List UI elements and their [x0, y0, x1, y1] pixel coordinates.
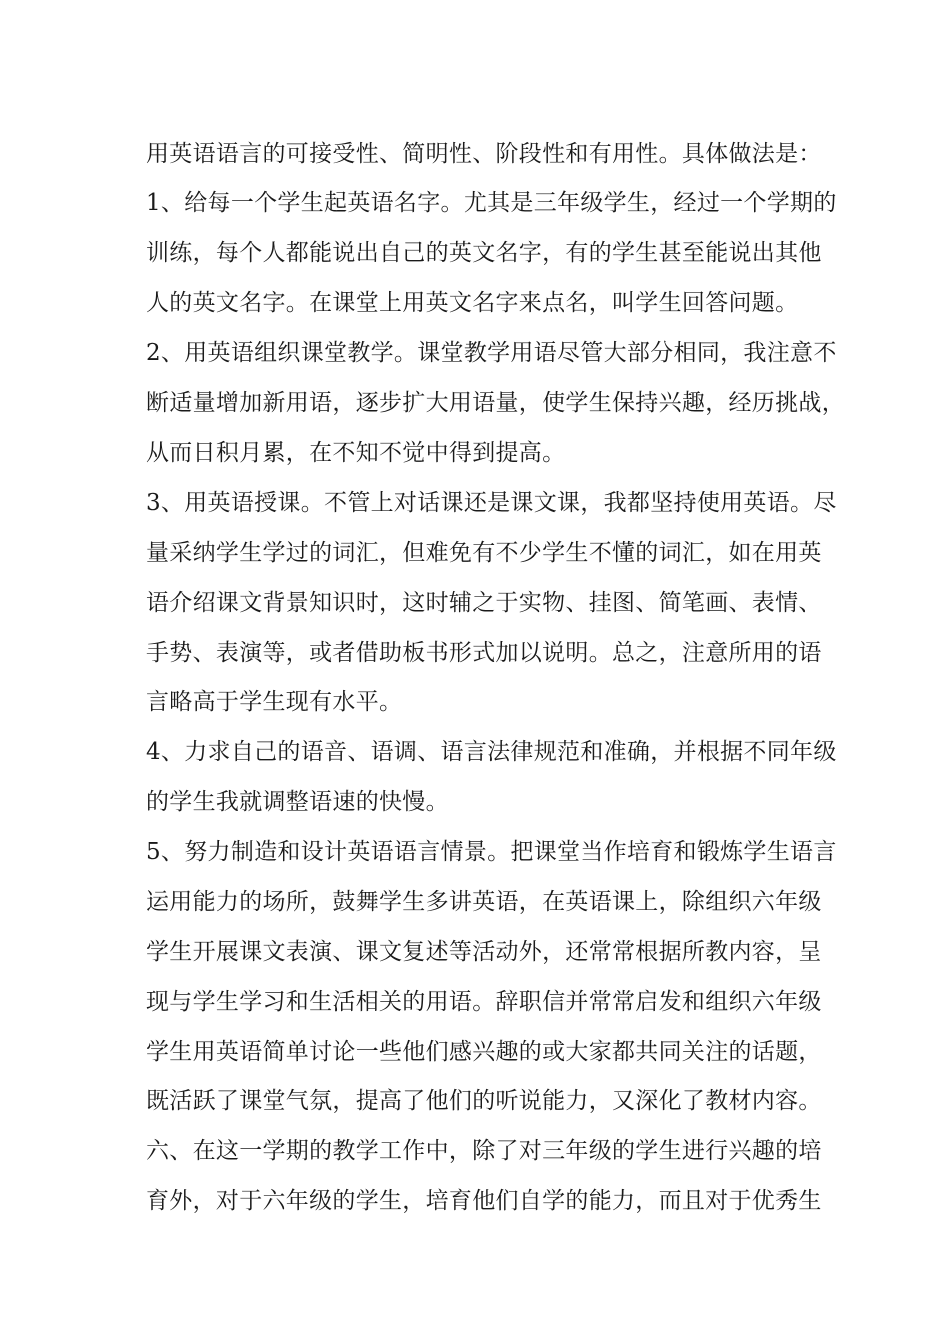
text-line: 3、用英语授课。不管上对话课还是课文课，我都坚持使用英语。尽: [146, 490, 837, 516]
text-line: 断适量增加新用语，逐步扩大用语量，使学生保持兴趣，经历挑战，: [146, 390, 845, 416]
text-line: 育外，对于六年级的学生，培育他们自学的能力，而且对于优秀生: [146, 1188, 822, 1214]
text-line: 训练，每个人都能说出自己的英文名字，有的学生甚至能说出其他: [146, 240, 822, 266]
text-line: 5、努力制造和设计英语语言情景。把课堂当作培育和锻炼学生语言: [146, 839, 837, 865]
text-line: 运用能力的场所，鼓舞学生多讲英语，在英语课上，除组织六年级: [146, 889, 822, 915]
text-line: 手势、表演等，或者借助板书形式加以说明。总之，注意所用的语: [146, 640, 822, 666]
text-line: 用英语语言的可接受性、简明性、阶段性和有用性。具体做法是：: [146, 141, 822, 167]
text-line: 学生开展课文表演、课文复述等活动外，还常常根据所教内容，呈: [146, 939, 822, 965]
text-line: 语介绍课文背景知识时，这时辅之于实物、挂图、简笔画、表情、: [146, 590, 822, 616]
text-line: 现与学生学习和生活相关的用语。辞职信并常常启发和组织六年级: [146, 989, 822, 1015]
text-line: 1、给每一个学生起英语名字。尤其是三年级学生，经过一个学期的: [146, 190, 837, 216]
text-line: 从而日积月累，在不知不觉中得到提高。: [146, 440, 566, 466]
text-line: 4、力求自己的语音、语调、语言法律规范和准确，并根据不同年级: [146, 739, 837, 765]
text-line: 既活跃了课堂气氛，提高了他们的听说能力，又深化了教材内容。: [146, 1088, 822, 1114]
text-line: 2、用英语组织课堂教学。课堂教学用语尽管大部分相同，我注意不: [146, 340, 837, 366]
text-line: 人的英文名字。在课堂上用英文名字来点名，叫学生回答问题。: [146, 290, 799, 316]
text-line: 的学生我就调整语速的快慢。: [146, 789, 449, 815]
text-line: 六、在这一学期的教学工作中，除了对三年级的学生进行兴趣的培: [146, 1138, 822, 1164]
text-line: 量采纳学生学过的词汇，但难免有不少学生不懂的词汇，如在用英: [146, 540, 822, 566]
text-line: 学生用英语简单讨论一些他们感兴趣的或大家都共同关注的话题，: [146, 1039, 822, 1065]
text-line: 言略高于学生现有水平。: [146, 689, 403, 715]
